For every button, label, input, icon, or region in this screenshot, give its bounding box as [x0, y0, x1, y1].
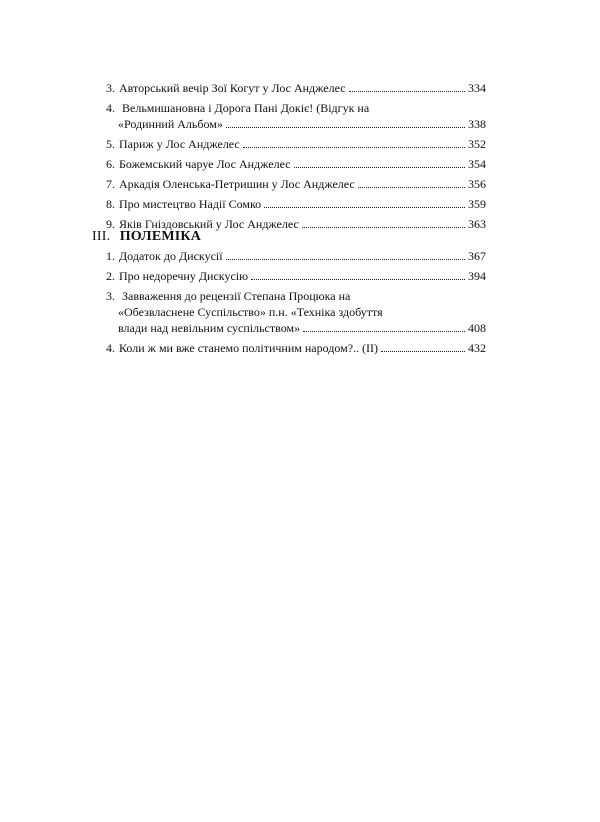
- entry-page-number: 356: [468, 177, 486, 191]
- entry-number: 4.: [106, 101, 115, 115]
- dot-leader: [358, 187, 465, 188]
- entry-number: 3.: [106, 81, 115, 95]
- entry-number: 8.: [106, 197, 115, 211]
- toc-entry: [106, 80, 486, 96]
- dot-leader: [294, 167, 465, 168]
- dot-leader: [226, 127, 465, 128]
- entry-page-number: 367: [468, 249, 486, 263]
- section-heading: [92, 228, 486, 246]
- dot-leader: [303, 331, 465, 332]
- entry-number: 9.: [106, 217, 115, 231]
- entry-title: Яків Гніздовський у Лос Анджелес: [119, 217, 299, 231]
- dot-leader: [264, 207, 465, 208]
- entry-title-line-2: «Обезвласнене Суспільство» п.н. «Техніка здобуття: [118, 305, 383, 319]
- toc-entry: [106, 288, 486, 336]
- toc-entry: [106, 248, 486, 264]
- entry-number: 6.: [106, 157, 115, 171]
- toc-section-continued: [106, 80, 486, 236]
- entry-page-number: 359: [468, 197, 486, 211]
- dot-leader: [381, 351, 465, 352]
- section-number: III.: [92, 229, 111, 244]
- entry-title-line-2: «Родинний Альбом»: [118, 117, 223, 131]
- entry-number: 7.: [106, 177, 115, 191]
- entry-number: 5.: [106, 137, 115, 151]
- toc-entry: [106, 340, 486, 356]
- entry-title: Божемський чаруе Лос Анджелес: [119, 157, 291, 171]
- section-title: ПОЛЕМІКА: [119, 229, 202, 244]
- toc-section-polemic: [92, 228, 486, 360]
- toc-entry: [106, 100, 486, 132]
- toc-entry: [106, 268, 486, 284]
- entry-title-line-1: Вельмишановна і Дорога Пані Докіє! (Відгук на: [122, 101, 370, 115]
- dot-leader: [243, 147, 465, 148]
- entry-title: Авторський вечір Зої Когут у Лос Анджелес: [119, 81, 346, 95]
- entry-title: Додаток до Дискусії: [119, 249, 223, 263]
- entry-title: Про недоречну Дискусію: [119, 269, 249, 283]
- entry-number: 3.: [106, 289, 115, 303]
- entry-number: 1.: [106, 249, 115, 263]
- entry-title: Аркадія Оленська-Петришин у Лос Анджелес: [119, 177, 355, 191]
- toc-entry-list: [92, 248, 486, 356]
- entry-number: 4.: [106, 341, 115, 355]
- entry-page-number: 432: [468, 341, 486, 355]
- toc-entry: [106, 156, 486, 172]
- toc-entry: [106, 176, 486, 192]
- entry-page-number: 363: [468, 217, 486, 231]
- entry-title: Про мистецтво Надії Сомко: [119, 197, 262, 211]
- dot-leader: [349, 91, 465, 92]
- entry-title-line-1: Завваження до рецензії Степана Процюка на: [122, 289, 351, 303]
- entry-page-number: 338: [468, 117, 486, 131]
- entry-title: Париж у Лос Анджелес: [119, 137, 240, 151]
- entry-page-number: 394: [468, 269, 486, 283]
- entry-number: 2.: [106, 269, 115, 283]
- toc-entry: [106, 196, 486, 212]
- entry-page-number: 334: [468, 81, 486, 95]
- entry-page-number: 352: [468, 137, 486, 151]
- toc-entry-list: [106, 80, 486, 232]
- toc-entry: [106, 136, 486, 152]
- dot-leader: [226, 259, 465, 260]
- entry-page-number: 408: [468, 321, 486, 335]
- entry-page-number: 354: [468, 157, 486, 171]
- dot-leader: [251, 279, 465, 280]
- entry-title: Коли ж ми вже станемо політичним народом?.. (II): [119, 341, 379, 355]
- entry-title-line-3: влади над невільним суспільством»: [118, 321, 301, 335]
